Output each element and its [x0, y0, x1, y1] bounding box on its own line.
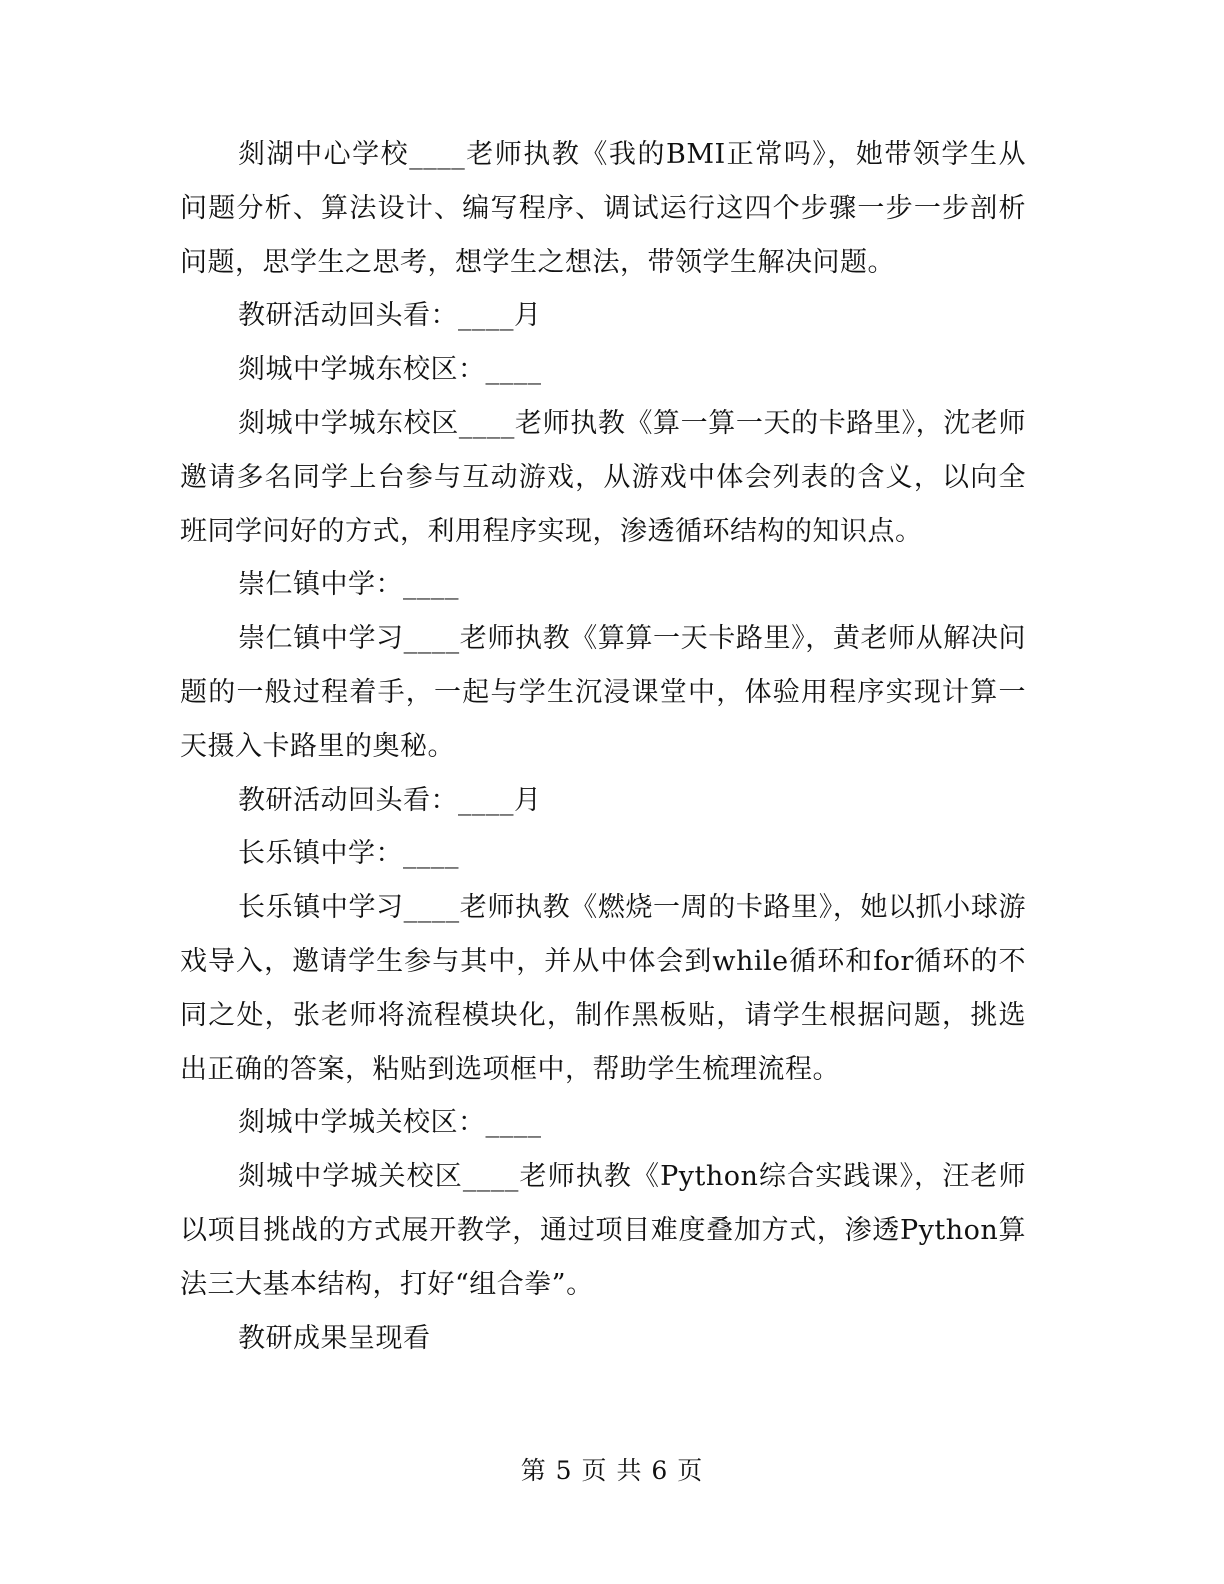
- paragraph: 剡城中学城关校区____老师执教《Python综合实践课》，汪老师以项目挑战的方式展开教学，通过项目难度叠加方式，渗透Python算法三大基本结构，打好“组合拳”。: [180, 1161, 1026, 1300]
- paragraph: 剡城中学城东校区：____: [238, 354, 542, 386]
- page-footer: 第 5 页 共 6 页: [520, 1456, 704, 1485]
- paragraph: 崇仁镇中学：____: [238, 569, 459, 601]
- paragraph: 长乐镇中学：____: [238, 838, 459, 870]
- paragraph: 教研活动回头看：____月: [238, 300, 542, 332]
- paragraph: 剡城中学城东校区____老师执教《算一算一天的卡路里》，沈老师邀请多名同学上台参与互动游戏，从游戏中体会列表的含义，以向全班同学问好的方式，利用程序实现，渗透循环结构的知识点。: [180, 407, 1026, 547]
- paragraph: 剡湖中心学校____老师执教《我的BMI正常吗》，她带领学生从问题分析、算法设计、编写程序、调试运行这四个步骤一步一步剖析问题，思学生之思考，想学生之想法，带领学生解决问题。: [180, 139, 1026, 278]
- paragraph: 长乐镇中学习____老师执教《燃烧一周的卡路里》，她以抓小球游戏导入，邀请学生参与其中，并从中体会到while循环和for循环的不同之处，张老师将流程模块化，制作黑板贴，请学生根据问题，挑选出正确的答案，粘贴到选项框中，帮助学生梳理流程。: [180, 892, 1026, 1085]
- paragraph: 教研活动回头看：____月: [238, 784, 542, 816]
- paragraph: 剡城中学城关校区：____: [238, 1107, 542, 1139]
- paragraph: 教研成果呈现看: [238, 1322, 431, 1354]
- paragraph: 崇仁镇中学习____老师执教《算算一天卡路里》，黄老师从解决问题的一般过程着手，一起与学生沉浸课堂中，体验用程序实现计算一天摄入卡路里的奥秘。: [180, 623, 1026, 762]
- document-body: [180, 128, 1026, 1365]
